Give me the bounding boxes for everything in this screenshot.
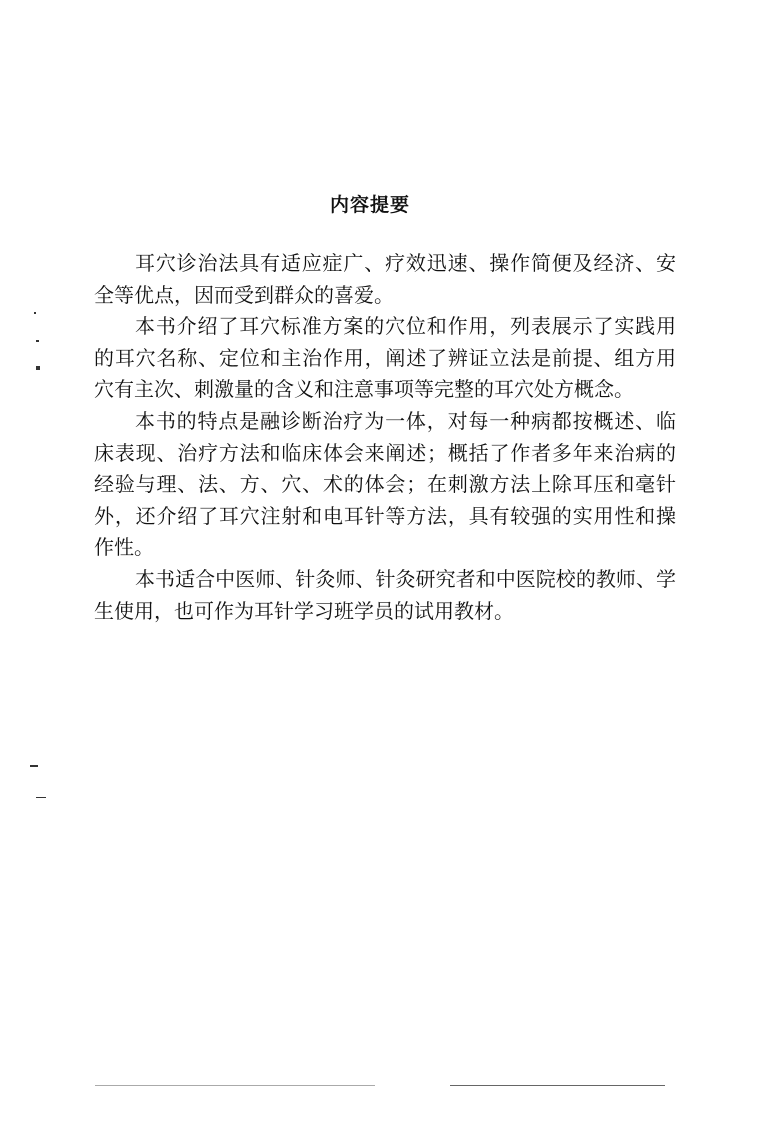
text-line: 的耳穴名称、定位和主治作用，阐述了辨证立法是前提、组方用: [94, 345, 676, 370]
text-line: 全等优点，因而受到群众的喜爱。: [94, 282, 394, 307]
scan-speck: [30, 765, 38, 767]
text-line: 本书适合中医师、针灸师、针灸研究者和中医院校的教师、学: [135, 566, 676, 591]
text-line: 穴有主次、刺激量的含义和注意事项等完整的耳穴处方概念。: [94, 377, 634, 402]
text-line: 耳穴诊治法具有适应症广、疗效迅速、操作简便及经济、安: [135, 251, 676, 275]
scan-speck: [36, 366, 40, 370]
text-line: 本书的特点是融诊断治疗为一体，对每一种病都按概述、临: [135, 408, 676, 433]
scan-speck: [36, 340, 39, 342]
text-line: 床表现、治疗方法和临床体会来阐述；概括了作者多年来治病的: [94, 440, 676, 465]
scan-edge: [450, 1085, 665, 1086]
text-line: 本书介绍了耳穴标准方案的穴位和作用，列表展示了实践用: [135, 314, 676, 339]
page-title: 内容提要: [329, 194, 410, 216]
summary-text: [94, 248, 676, 627]
text-line: 生使用，也可作为耳针学习班学员的试用教材。: [94, 598, 514, 623]
scan-speck: [36, 797, 46, 798]
text-line: 经验与理、法、方、穴、术的体会；在刺激方法上除耳压和毫针: [94, 472, 676, 497]
scan-edge: [95, 1085, 375, 1086]
text-line: 外，还介绍了耳穴注射和电耳针等方法，具有较强的实用性和操: [94, 503, 676, 528]
scan-speck: [34, 312, 36, 314]
text-line: 作性。: [94, 535, 154, 560]
